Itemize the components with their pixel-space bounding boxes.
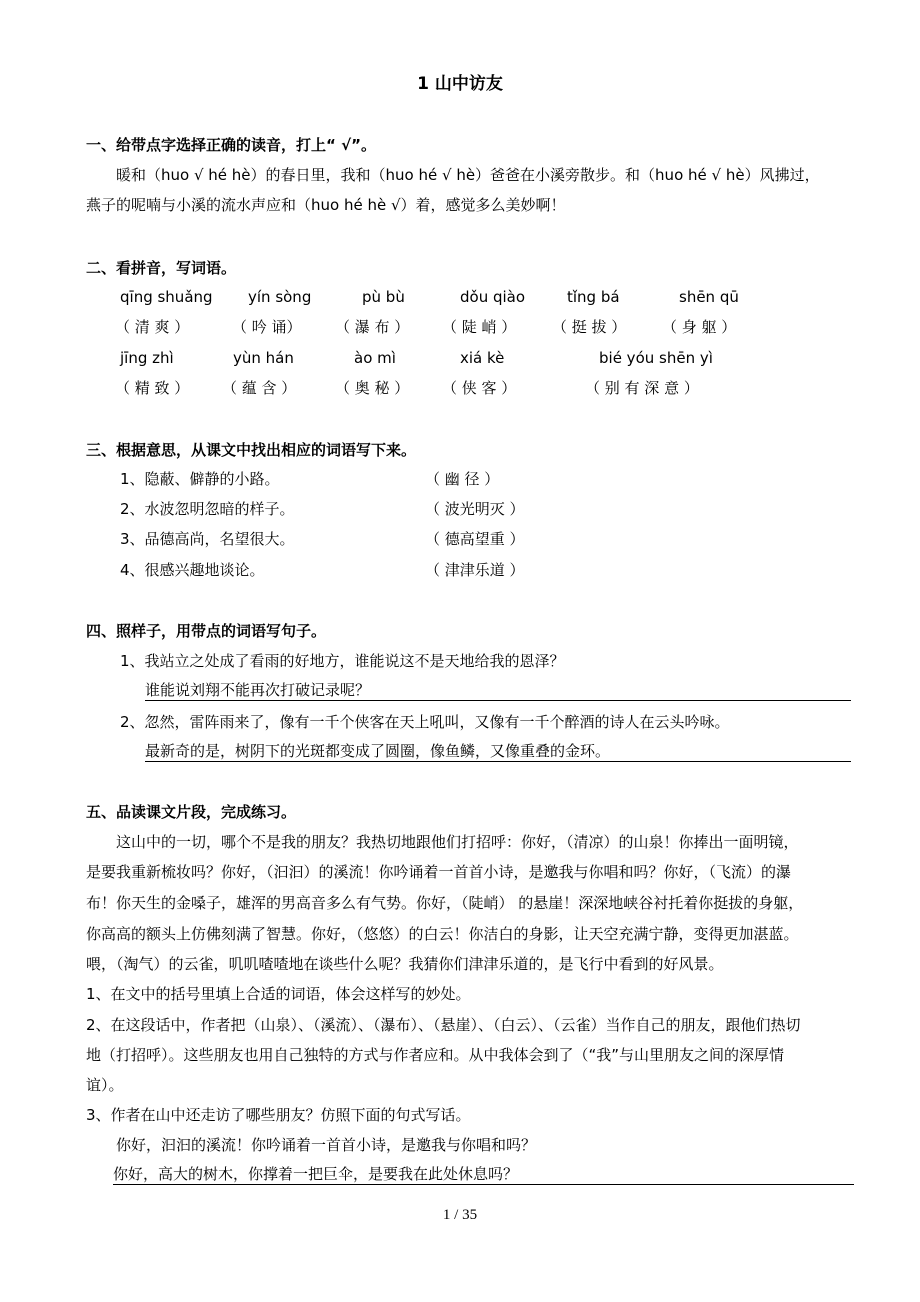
word-row-1 (0, 317, 920, 337)
pinyin: shēn qū (679, 288, 739, 306)
pinyin: jīng zhì (120, 349, 174, 367)
pinyin-row-2 (0, 348, 920, 368)
exercise-2-cont: 地（打招呼）。这些朋友也用自己独特的方式与作者应和。从中我体会到了（“我”与山里朋友之间的深厚情 (86, 1046, 785, 1064)
word-answer: （ 蕴 含 ） (222, 379, 297, 397)
word-answer: （ 陡 峭 ） (442, 318, 517, 336)
word-answer: （ 精 致 ） (115, 379, 190, 397)
definition-question: 4、很感兴趣地谈论。 (120, 561, 265, 579)
exercise-2-end: 谊）。 (86, 1076, 124, 1094)
pinyin: ào mì (354, 349, 396, 367)
page-title: 1 山中访友 (417, 74, 503, 94)
example-sentence-1: 1、我站立之处成了看雨的好地方，谁能说这不是天地给我的恩泽？ (120, 652, 565, 670)
passage-line: 是要我重新梳妆吗？你好，（汩汩）的溪流！你吟诵着一首首小诗，是邀我与你唱和吗？你好，（飞流）的瀑 (86, 863, 792, 881)
word-answer: （ 吟 诵） (232, 318, 302, 336)
section-1-line-2: 燕子的呢喃与小溪的流水声应和（huo hé hè √）着，感觉多么美妙啊！ (86, 196, 566, 214)
section-2-heading: 二、看拼音，写词语。 (86, 259, 237, 277)
definition-answer: （ 津津乐道 ） (425, 561, 525, 579)
definition-question: 3、品德高尚，名望很大。 (120, 530, 295, 548)
definition-answer: （ 德高望重 ） (425, 530, 525, 548)
exercise-3: 3、作者在山中还走访了哪些朋友？仿照下面的句式写话。 (86, 1106, 471, 1124)
word-answer: （ 挺 拔 ） (552, 318, 627, 336)
passage-line: 喂，（淘气）的云雀，叽叽喳喳地在谈些什么呢？我猜你们津津乐道的，是飞行中看到的好风景。 (86, 955, 724, 973)
answer-line-1: 谁能说刘翔不能再次打破记录呢？ (145, 680, 851, 701)
answer-line-2: 最新奇的是，树阴下的光斑都变成了圆圈，像鱼鳞，又像重叠的金环。 (145, 741, 851, 762)
pinyin: bié yóu shēn yì (599, 349, 713, 367)
word-answer: （ 侠 客 ） (442, 379, 517, 397)
passage-line: 你高高的额头上仿佛刻满了智慧。你好，（悠悠）的白云！你洁白的身影，让天空充满宁静，变得更加湛蓝。 (86, 925, 799, 943)
word-answer: （ 清 爽 ） (115, 318, 190, 336)
pinyin: yùn hán (233, 349, 294, 367)
pinyin: xiá kè (460, 349, 505, 367)
definition-answer: （ 幽 径 ） (425, 470, 500, 488)
answer-line-3: 你好，高大的树木，你撑着一把巨伞，是要我在此处休息吗？ (113, 1164, 854, 1185)
section-1-line-1: 暖和（huo √ hé hè）的春日里，我和（huo hé √ hè）爸爸在小溪旁散步。和（huo hé √ hè）风拂过， (116, 166, 820, 184)
passage-line: 这山中的一切，哪个不是我的朋友？我热切地跟他们打招呼：你好，（清凉）的山泉！你捧出一面明镜， (116, 833, 799, 851)
word-answer: （ 瀑 布 ） (335, 318, 410, 336)
pinyin: yín sòng (248, 288, 312, 306)
definition-answer: （ 波光明灭 ） (425, 500, 525, 518)
word-answer: （ 别 有 深 意 ） (585, 379, 699, 397)
exercise-2: 2、在这段话中，作者把（山泉）、（溪流）、（瀑布）、（悬崖）、（白云）、（云雀）当作自己的朋友，跟他们热切 (86, 1016, 801, 1034)
word-row-2 (0, 378, 920, 398)
exercise-1: 1、在文中的括号里填上合适的词语，体会这样写的妙处。 (86, 985, 471, 1003)
word-answer: （ 身 躯 ） (662, 318, 737, 336)
section-4-heading: 四、照样子，用带点的词语写句子。 (86, 622, 327, 640)
pinyin-row-1 (0, 287, 920, 307)
pinyin: dǒu qiào (460, 288, 526, 306)
example-sentence: 你好，汩汩的溪流！你吟诵着一首首小诗，是邀我与你唱和吗？ (116, 1136, 537, 1154)
definition-question: 1、隐蔽、僻静的小路。 (120, 470, 280, 488)
section-5-heading: 五、品读课文片段，完成练习。 (86, 803, 297, 821)
page-number: 1 / 35 (442, 1207, 478, 1223)
pinyin: pù bù (362, 288, 405, 306)
example-sentence-2: 2、忽然，雷阵雨来了，像有一千个侠客在天上吼叫，又像有一千个醉酒的诗人在云头吟咏。 (120, 713, 730, 731)
section-1-heading: 一、给带点字选择正确的读音，打上“ √”。 (86, 136, 376, 154)
pinyin: qīng shuǎng (120, 288, 213, 306)
definition-question: 2、水波忽明忽暗的样子。 (120, 500, 295, 518)
pinyin: tǐng bá (567, 288, 620, 306)
word-answer: （ 奥 秘 ） (335, 379, 410, 397)
section-3-heading: 三、根据意思，从课文中找出相应的词语写下来。 (86, 441, 417, 459)
passage-line: 布！你天生的金嗓子，雄浑的男高音多么有气势。你好，（陡峭） 的悬崖！深深地峡谷衬托着你挺拔的身躯， (86, 894, 804, 912)
